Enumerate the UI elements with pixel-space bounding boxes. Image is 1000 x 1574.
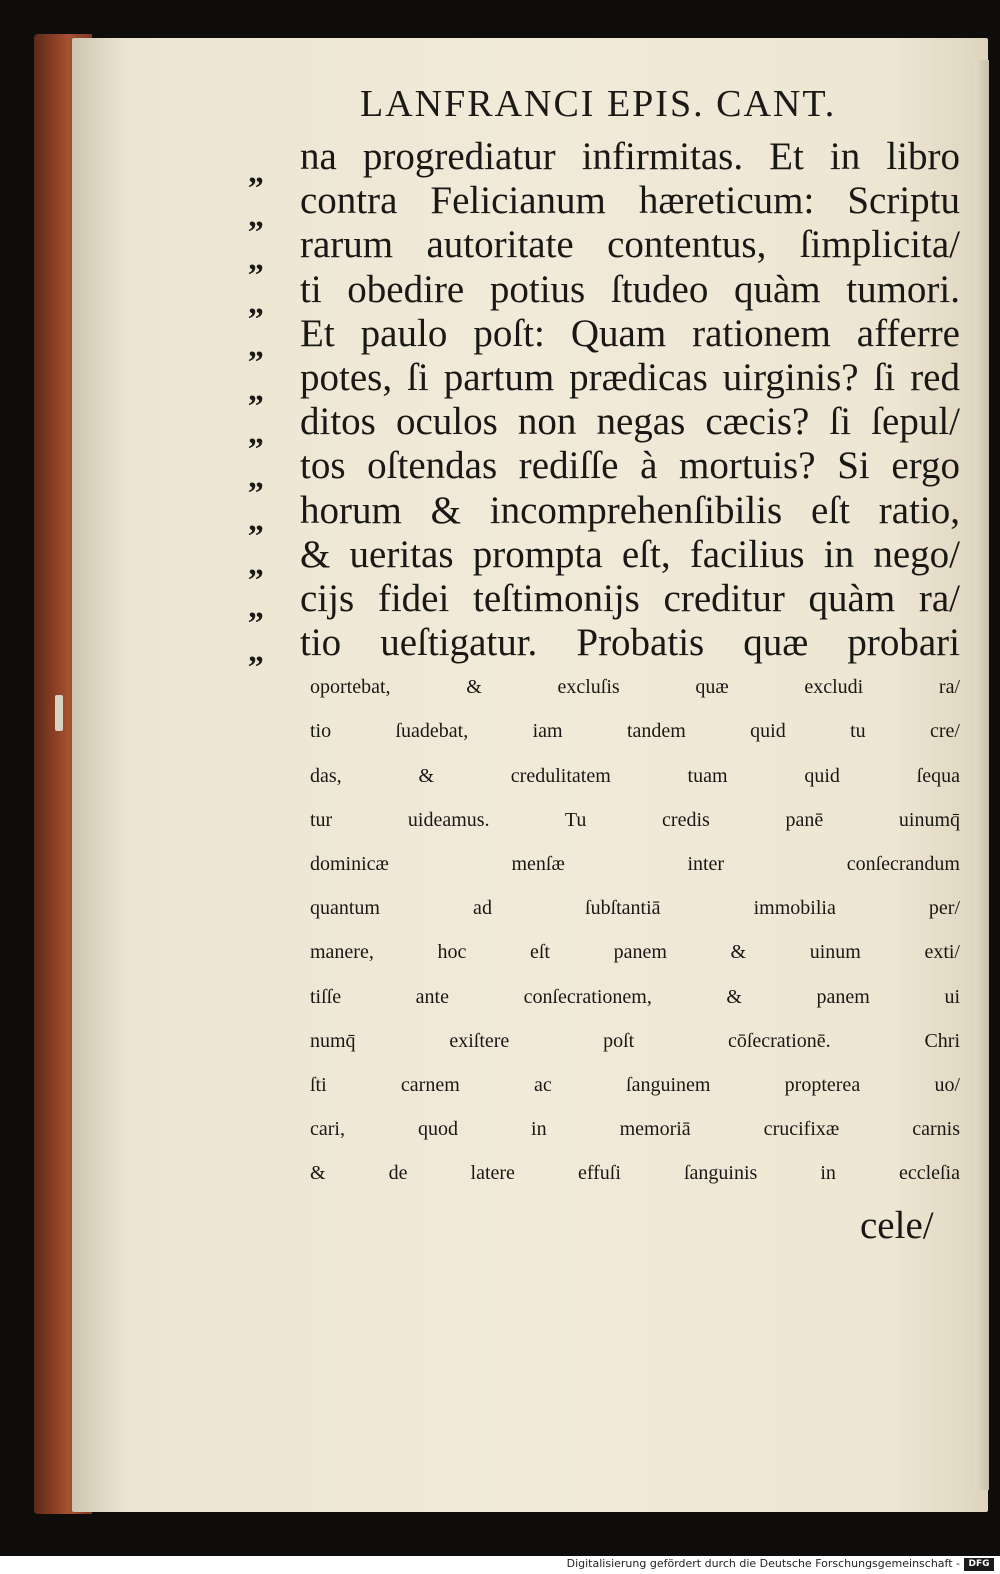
- page-fore-edge: [975, 60, 989, 1490]
- text-line: na progrediatur infirmitas. Et in libro: [300, 135, 960, 178]
- quotation-marks-column: [248, 150, 288, 672]
- quotation-mark: „: [248, 457, 261, 494]
- running-head: LANFRANCI EPIS. CANT.: [360, 83, 837, 125]
- text-line: cari, quod in memoriā crucifixæ carnis: [310, 1118, 960, 1141]
- dfg-logo: DFG: [964, 1558, 994, 1571]
- text-line: manere, hoc eſt panem & uinum exti/: [310, 941, 960, 964]
- text-line: das, & credulitatem tuam quid ſequa: [310, 764, 960, 787]
- binding-clasp: [55, 695, 63, 731]
- text-line: quantum ad ſubſtantiā immobilia per/: [310, 897, 960, 920]
- text-line: cijs fidei teſtimonijs creditur quàm ra/: [300, 576, 960, 620]
- quotation-mark: „: [248, 501, 261, 537]
- quotation-mark: „: [248, 414, 261, 450]
- quotation-mark: „: [248, 196, 261, 233]
- text-line: horum & incomprehenſibilis eſt ratio,: [300, 488, 960, 532]
- quotation-mark: „: [248, 631, 261, 668]
- text-line: oportebat, & excluſis quæ excludi ra/: [310, 676, 960, 699]
- text-line: Et paulo poſt: Quam rationem afferre: [300, 311, 960, 355]
- quotation-mark: „: [248, 327, 261, 363]
- catchword: cele/: [860, 1204, 934, 1247]
- text-line: potes, ſi partum prædicas uirginis? ſi red: [300, 355, 960, 399]
- text-line: tos oſtendas rediſſe à mortuis? Si ergo: [300, 444, 960, 488]
- text-line: rarum autoritate contentus, ſimplicita/: [300, 223, 960, 267]
- text-line: dominicæ menſæ inter conſecrandum: [310, 853, 960, 875]
- quotation-mark: „: [248, 588, 261, 624]
- quotation-mark: „: [248, 370, 261, 407]
- text-line: tur uideamus. Tu credis panē uinumq̄: [310, 808, 960, 831]
- quotation-mark: „: [248, 283, 261, 320]
- text-line: & de latere effuſi ſanguinis in eccleſia: [310, 1162, 960, 1185]
- text-line: tio ſuadebat, iam tandem quid tu cre/: [310, 720, 960, 743]
- text-line: ſti carnem ac ſanguinem propterea uo/: [310, 1073, 960, 1096]
- text-line: & ueritas prompta eſt, facilius in nego/: [300, 532, 960, 576]
- quotation-mark: „: [248, 544, 261, 581]
- quotation-mark: „: [248, 240, 261, 276]
- body-text: [300, 135, 960, 1196]
- text-line: numq̄ exiſtere poſt cōſecrationē. Chri: [310, 1029, 960, 1052]
- text-line: contra Felicianum hæreticum: Scriptu: [300, 179, 960, 223]
- text-line: tio ueſtigatur. Probatis quæ probari: [300, 621, 960, 665]
- text-line: ti obedire potius ſtudeo quàm tumori.: [300, 267, 960, 311]
- text-line: tiſſe ante conſecrationem, & panem ui: [310, 985, 960, 1008]
- text-line: ditos oculos non negas cæcis? ſi ſepul/: [300, 400, 960, 444]
- digitization-credit: Digitalisierung gefördert durch die Deutsche Forschungsgemeinschaft -: [566, 1557, 960, 1570]
- quotation-mark: „: [248, 153, 261, 189]
